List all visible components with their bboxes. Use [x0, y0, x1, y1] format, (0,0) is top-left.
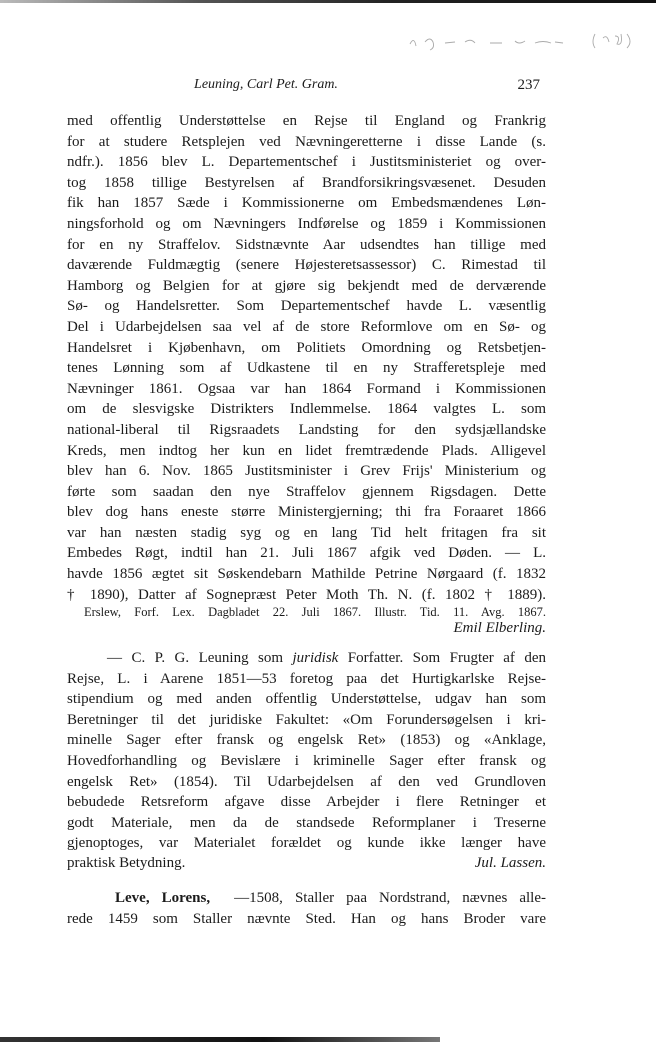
text-line: Del i Udarbejdelsen saa vel af de store Reformlove om en Sø- og — [67, 318, 546, 335]
text-line: Handelsret i Kjøbenhavn, om Politiets Omordning og Retsbetjen- — [67, 339, 546, 356]
entry-headword: Leve, Lorens, — [115, 890, 211, 906]
text-run: — C. P. G. Leuning som — [107, 650, 293, 666]
signature-emil-elberling: Emil Elberling. — [453, 620, 546, 636]
text-line-last — [67, 853, 546, 874]
text-line: † 1890), Datter af Sognepræst Peter Moth Th. N. (f. 1802 † 1889). — [67, 586, 546, 603]
signature-jul-lassen: Jul. Lassen. — [474, 855, 546, 871]
text-line: blev dog hans eneste større Ministergjerning; thi fra Foraaret 1866 — [67, 504, 546, 521]
scan-top-edge — [0, 0, 656, 3]
text-line: gjenoptoges, var Materialet forældet og kunde ikke længer have — [67, 835, 546, 852]
text-line: minelle Sager efter fransk og engelsk Ret» (1853) og «Anklage, — [67, 732, 546, 749]
text-line: var han næsten stadig syg og en lang Tid helt fritagen fra sit — [67, 524, 546, 541]
text-run: —1508, Staller paa Nordstrand, nævnes alle- — [210, 890, 546, 906]
text-line: godt Materiale, men da de standsede Reformplaner i Treserne — [67, 814, 546, 831]
text-line: Kreds, men indtog her kun en lidet fremtrædende Plads. Alligevel — [67, 442, 546, 459]
text-line: blev han 6. Nov. 1865 Justitsminister i Grev Frijs' Ministerium og — [67, 463, 546, 480]
paragraph-leve-lorens — [67, 888, 546, 929]
text-line: Embedes Røgt, indtil han 21. Juli 1867 afgik ved Døden. — L. — [67, 545, 546, 562]
text-line: Rejse, L. i Aarene 1851—53 foretog paa det Hurtigkarlske Rejse- — [67, 670, 546, 687]
text-line: Beretninger til det juridiske Fakultet: «Om Forundersøgelsen i kri- — [67, 711, 546, 728]
text-line: fik han 1857 Sæde i Kommissionerne om Embedsmændenes Løn- — [67, 195, 546, 212]
text-line: daværende Fuldmægtig (senere Højesteretsassessor) C. Rimestad til — [67, 257, 546, 274]
text-run: praktisk Betydning. — [67, 855, 186, 871]
text-line: ningsforhold og om Nævningers Indførelse og 1859 i Kommissionen — [67, 215, 546, 232]
text-line: Hamborg og Belgien for at gjøre sig bekjendt med de derværende — [67, 277, 546, 294]
text-run: Forfatter. Som Frugter af den — [338, 650, 546, 666]
text-line: rede 1459 som Staller nævnte Sted. Han og hans Broder vare — [67, 910, 546, 927]
page-number: 237 — [517, 77, 540, 93]
text-line: for en ny Straffelov. Sidstnævnte Aar udsendtes han tillige med — [67, 236, 546, 253]
running-header: Leuning, Carl Pet. Gram. — [194, 77, 338, 92]
text-line: ndfr.). 1856 blev L. Departementschef i Justitsministeriet og over- — [67, 154, 546, 171]
paragraph-juridical-author — [67, 648, 546, 854]
text-line: Sø- og Handelsretter. Som Departementschef havde L. væsentlig — [67, 298, 546, 315]
text-line: tenes Lønning som af Udkastene til en ny Strafferetspleje med — [67, 360, 546, 377]
text-line: med offentlig Understøttelse en Rejse til England og Frankrig — [67, 113, 546, 129]
text-line: for at studere Retsplejen ved Nævningeretterne i disse Lande (s. — [67, 133, 546, 150]
text-line: stipendium og med anden offentlig Understøttelse, udgav han som — [67, 691, 546, 708]
text-line: førte som saadan den nye Straffelov gjennem Rigsdagen. Dette — [67, 483, 546, 500]
text-line: tog 1858 tillige Bestyrelsen af Brandforsikringsvæsenet. Desuden — [67, 174, 546, 191]
text-line — [67, 888, 546, 909]
text-line: havde 1856 ægtet sit Søskendebarn Mathilde Petrine Nørgaard (f. 1832 — [67, 566, 546, 583]
references-line: Erslew, Forf. Lex. Dagbladet 22. Juli 1867. Illustr. Tid. 11. Avg. 1867. — [84, 605, 546, 619]
text-line: om de slesvigske Distrikters Indlemmelse. 1864 valgtes L. som — [67, 401, 546, 418]
paragraph-biography — [67, 111, 546, 605]
text-line: bebudede Retsreform afgave disse Arbejder i flere Retninger et — [67, 794, 546, 811]
text-line: Hovedforhandling og Bevislære i kriminelle Sager efter fransk og — [67, 752, 546, 769]
text-line: engelsk Ret» (1854). Til Udarbejdelsen af den ved Grundloven — [67, 773, 546, 790]
handwritten-annotation — [405, 28, 645, 54]
scan-bottom-edge — [0, 1037, 440, 1042]
text-line — [67, 648, 546, 669]
text-line: Nævninger 1861. Ogsaa var han 1864 Formand i Kommissionen — [67, 380, 546, 397]
italic-term: juridisk — [292, 650, 339, 666]
text-line: national-liberal til Rigsraadets Landsting for den sydsjællandske — [67, 421, 546, 438]
